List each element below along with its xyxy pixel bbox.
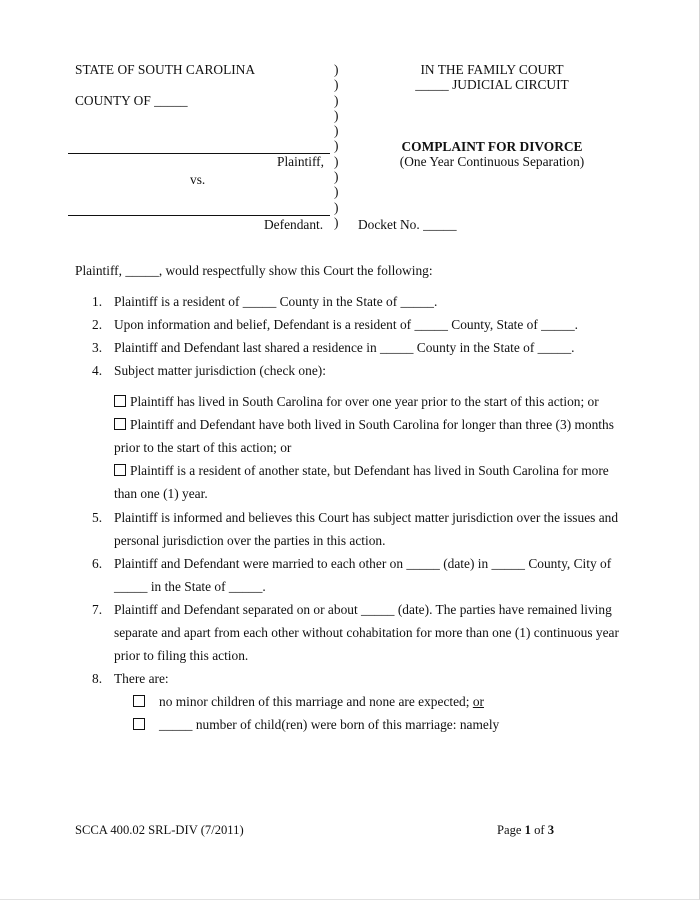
checkbox[interactable] — [114, 418, 126, 430]
item-number: 1. — [92, 294, 103, 309]
item-text-continued: prior to filing this action. — [114, 648, 249, 663]
option-text-continued: prior to the start of this action; or — [114, 440, 292, 455]
checkbox[interactable] — [114, 395, 126, 407]
page-number: Page 1 of 3 — [497, 823, 555, 837]
checkbox[interactable] — [114, 464, 126, 476]
item-text: There are: — [114, 671, 169, 686]
item-text-continued: separate and apart from each other without cohabitation for more than one (1) continuous year — [114, 625, 619, 640]
item-text: Subject matter jurisdiction (check one): — [114, 363, 326, 378]
item-text: Plaintiff and Defendant were married to each other on _____ (date) in _____ County, City of — [114, 556, 612, 571]
item-text: Plaintiff is a resident of _____ County in the State of _____. — [114, 294, 438, 309]
checkbox[interactable] — [133, 718, 145, 730]
state-heading: STATE OF SOUTH CAROLINA — [75, 62, 256, 77]
item-text-continued: _____ in the State of _____. — [114, 579, 266, 594]
plaintiff-label: Plaintiff, — [277, 154, 324, 169]
item-number: 5. — [92, 510, 103, 525]
item-number: 6. — [92, 556, 103, 571]
item-number: 3. — [92, 340, 103, 355]
item-number: 8. — [92, 671, 103, 686]
item-text: Plaintiff and Defendant separated on or about _____ (date). The parties have remained living — [114, 602, 612, 617]
item-number: 4. — [92, 363, 103, 378]
county-line: COUNTY OF _____ — [75, 93, 188, 108]
children-option-none: no minor children of this marriage and none are expected; or — [133, 694, 484, 710]
checkbox[interactable] — [133, 695, 145, 707]
form-identifier: SCCA 400.02 SRL-DIV (7/2011) — [75, 823, 244, 837]
item-text-continued: personal jurisdiction over the parties in this action. — [114, 533, 386, 548]
docket-number: Docket No. _____ — [358, 217, 457, 232]
item-text: Plaintiff is informed and believes this Court has subject matter jurisdiction over the issues and — [114, 510, 619, 525]
defendant-label: Defendant. — [264, 217, 324, 232]
court-title: IN THE FAMILY COURT — [420, 62, 564, 77]
judicial-circuit: _____ JUDICIAL CIRCUIT — [415, 77, 569, 92]
jurisdiction-option-two: Plaintiff and Defendant have both lived in South Carolina for longer than three (3) months — [114, 417, 614, 433]
option-text-continued: than one (1) year. — [114, 486, 208, 501]
children-option-number: _____ number of child(ren) were born of this marriage: namely — [133, 717, 499, 733]
intro-paragraph: Plaintiff, _____, would respectfully show this Court the following: — [75, 263, 433, 278]
caption-divider: ) ) ) ) ) ) ) ) ) ) ) — [334, 62, 339, 230]
document-title: COMPLAINT FOR DIVORCE — [401, 139, 583, 154]
defendant-signature-line — [68, 215, 330, 216]
versus-label: vs. — [190, 172, 206, 187]
document-subtitle: (One Year Continuous Separation) — [399, 154, 585, 169]
jurisdiction-option-one: Plaintiff has lived in South Carolina for over one year prior to the start of this action; or — [114, 394, 599, 410]
item-number: 2. — [92, 317, 103, 332]
item-text: Plaintiff and Defendant last shared a residence in _____ County in the State of _____. — [114, 340, 575, 355]
item-number: 7. — [92, 602, 103, 617]
item-text: Upon information and belief, Defendant is a resident of _____ County, State of _____. — [114, 317, 578, 332]
jurisdiction-option-three: Plaintiff is a resident of another state, but Defendant has lived in South Carolina for more — [114, 463, 609, 479]
